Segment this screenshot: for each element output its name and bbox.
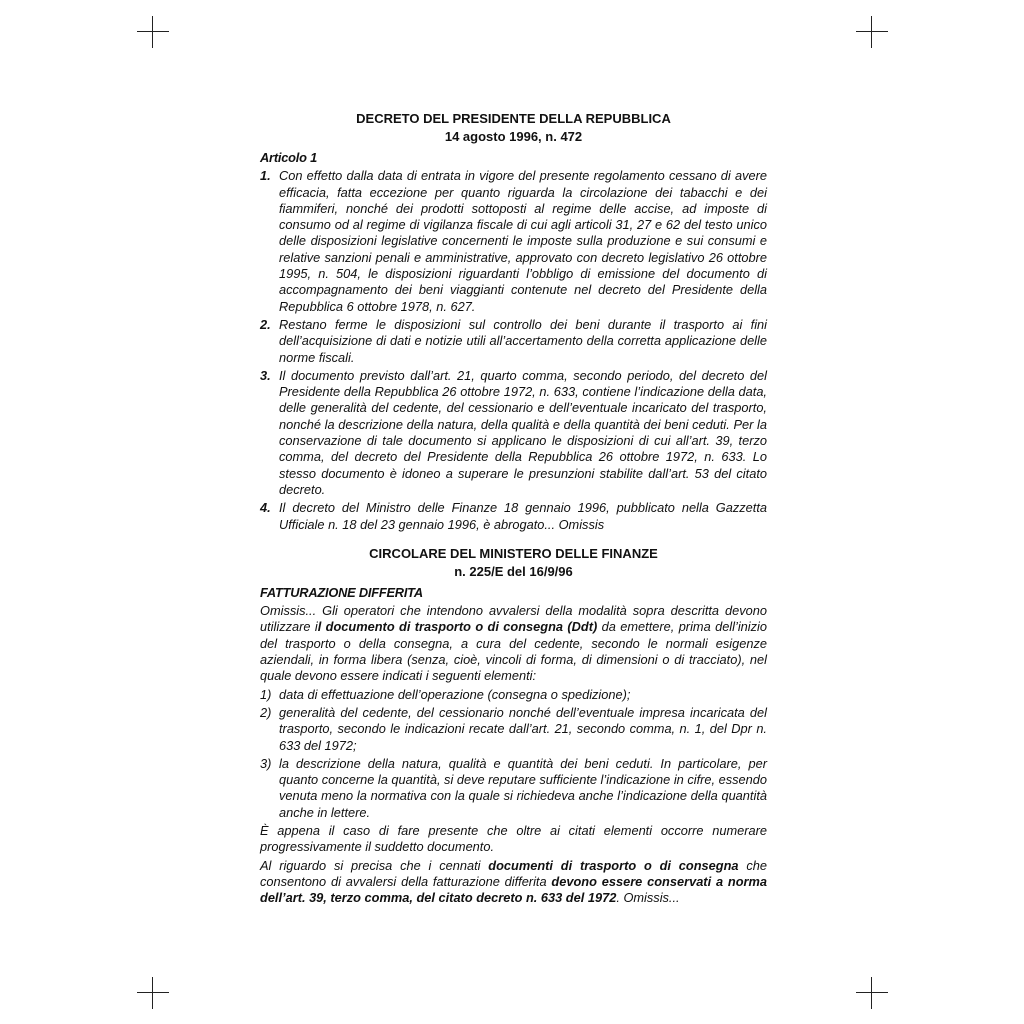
note-paragraph: È appena il caso di fare presente che oltre ai citati elementi occorre numerare progressivamente il suddetto documento. bbox=[260, 822, 767, 855]
closing-paragraph bbox=[260, 858, 767, 907]
element-number: 1) bbox=[260, 686, 272, 702]
closing-text-start: Al riguardo si precisa che i cennati bbox=[260, 857, 489, 873]
intro-text-end: da emettere, prima dell’inizio del trasporto o della consegna, a cura del cedente, secondo le normali esigenze aziendali, in forma libera (senza, cioè, vincoli di forma, di dimensioni o di tracciato), nel quale devono essere indicati i seguenti elementi: bbox=[260, 619, 767, 684]
article-label: Articolo 1 bbox=[260, 150, 318, 165]
element-item bbox=[260, 756, 767, 821]
circular-title: CIRCOLARE DEL MINISTERO DELLE FINANZE bbox=[369, 545, 658, 561]
item-text: Il decreto del Ministro delle Finanze 18 gennaio 1996, pubblicato nella Gazzetta Ufficiale n. 18 del 23 gennaio 1996, è abrogato... Omissis bbox=[279, 500, 767, 532]
element-number: 3) bbox=[260, 755, 272, 771]
circular-subtitle: n. 225/E del 16/9/96 bbox=[454, 563, 573, 579]
item-text: Restano ferme le disposizioni sul controllo dei beni durante il trasporto ai fini dell’acquisizione di dati e notizie utili all’accertamento della corretta applicazione delle norme fiscali. bbox=[279, 316, 767, 365]
element-text: generalità del cedente, del cessionario nonché dell’eventuale impresa incaricata del trasporto, secondo le indicazioni recate dall’art. 21, secondo comma, n. 1, del Dpr n. 633 del 1972; bbox=[279, 704, 767, 753]
closing-text-bold-2: devono essere conservati a norma dell’art. 39, terzo comma, del citato decreto n. 633 del 1972 bbox=[260, 873, 767, 906]
decree-subtitle: 14 agosto 1996, n. 472 bbox=[444, 129, 583, 144]
article-item bbox=[260, 500, 767, 533]
intro-paragraph bbox=[260, 603, 767, 684]
closing-text-middle: che consentono di avvalersi della fatturazione differita bbox=[260, 857, 767, 889]
item-number: 3. bbox=[260, 367, 271, 383]
intro-text-start: Omissis... Gli operatori che intendono avvalersi della modalità sopra descritta devono utilizzare i bbox=[260, 603, 767, 635]
closing-text-bold-1: documenti di trasporto o di consegna bbox=[488, 857, 739, 873]
article-item bbox=[260, 168, 767, 315]
element-item bbox=[260, 687, 767, 703]
item-text: Il documento previsto dall’art. 21, quarto comma, secondo periodo, del decreto del Presidente della Repubblica 26 ottobre 1972, n. 633, contiene l’indicazione della data, delle generalità del cedente, del cessionario e dell’eventuale incaricato del trasporto, nonché la descrizione della natura, della qualità e della quantità dei beni ceduti. Per la conservazione di tale documento si applicano le disposizioni di cui all’art. 39, terzo comma, del decreto del Presidente della Repubblica 26 ottobre 1972, n. 633. Lo stesso documento è idoneo a superare le presunzioni stabilite dall’art. 53 del citato decreto. bbox=[279, 367, 767, 497]
decree-title: DECRETO DEL PRESIDENTE DELLA REPUBBLICA bbox=[356, 111, 671, 126]
closing-text-end: . Omissis... bbox=[616, 890, 680, 906]
item-text: Con effetto dalla data di entrata in vigore del presente regolamento cessano di avere efficacia, fatta eccezione per quanto riguarda la circolazione dei tabacchi e dei fiammiferi, nonché dei prodotti sottoposti al regime delle accise, ad imposte di consumo od al regime di vigilanza fiscale di cui agli articoli 31, 27 e 62 del testo unico delle disposizioni legislative concernenti le imposte sulla produzione e sui consumi e relative sanzioni penali e amministrative, approvato con decreto legislativo 26 ottobre 1995, n. 504, le disposizioni riguardanti l’obbligo di emissione del documento di accompagnamento dei beni viaggianti contenute nel decreto del Presidente della Repubblica 6 ottobre 1978, n. 627. bbox=[279, 168, 767, 314]
element-number: 2) bbox=[260, 704, 272, 720]
element-text: la descrizione della natura, qualità e quantità dei beni ceduti. In particolare, per quanto concerne la quantità, si deve reputare sufficiente l’indicazione in cifre, essendo venuta meno la normativa con la quale si richiedeva anche l’indicazione della quantità anche in lettere. bbox=[279, 755, 768, 820]
document-body bbox=[260, 110, 767, 908]
item-number: 1. bbox=[260, 168, 271, 184]
article-item bbox=[260, 317, 767, 366]
item-number: 2. bbox=[260, 316, 271, 332]
article-item bbox=[260, 368, 767, 498]
element-text: data di effettuazione dell’operazione (consegna o spedizione); bbox=[279, 686, 631, 702]
element-item bbox=[260, 705, 767, 754]
section-label: FATTURAZIONE DIFFERITA bbox=[260, 584, 423, 600]
item-number: 4. bbox=[260, 500, 271, 516]
intro-text-bold: l documento di trasporto o di consegna (Ddt) bbox=[317, 619, 598, 635]
